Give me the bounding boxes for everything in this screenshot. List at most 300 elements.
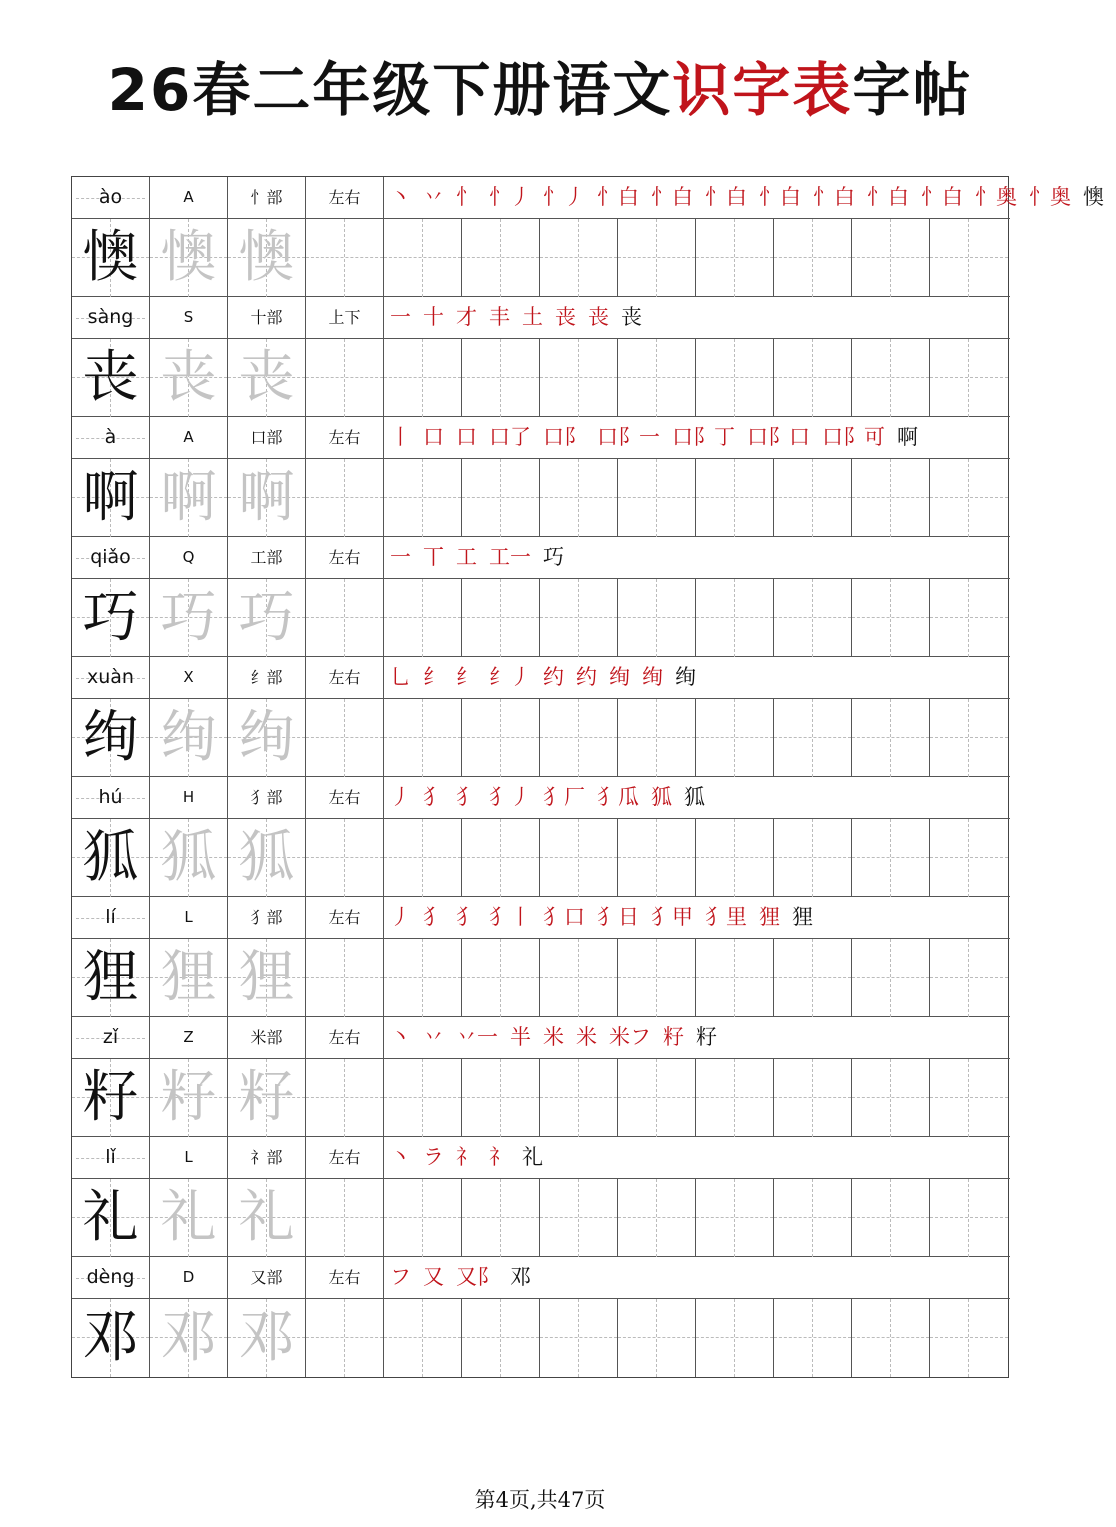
practice-box — [384, 1059, 462, 1137]
info-row — [72, 1257, 1010, 1299]
character-box — [228, 579, 306, 657]
page-number: 第4页,共47页 — [474, 1488, 606, 1512]
stroke-step: 狸 — [792, 905, 813, 929]
practice-box — [384, 819, 462, 897]
practice-box — [774, 939, 852, 1017]
practice-box — [696, 1299, 774, 1377]
trace-character: 狸 — [160, 945, 217, 1010]
stroke-step: 一 — [390, 545, 411, 569]
practice-box — [852, 1179, 930, 1257]
practice-box — [384, 219, 462, 297]
practice-box — [306, 219, 384, 297]
trace-character: 啊 — [238, 465, 295, 530]
character-box — [72, 339, 150, 417]
character-box — [72, 1299, 150, 1377]
character-box — [72, 219, 150, 297]
info-row — [72, 657, 1010, 699]
info-row — [72, 417, 1010, 459]
practice-row — [72, 699, 1010, 777]
structure-cell — [306, 897, 384, 938]
practice-box — [774, 219, 852, 297]
stroke-step: 丶 — [390, 1145, 411, 1169]
trace-character: 狐 — [238, 825, 295, 890]
practice-box — [306, 1059, 384, 1137]
practice-box — [696, 459, 774, 537]
model-character: 狐 — [82, 825, 139, 890]
practice-box — [540, 939, 618, 1017]
trace-character: 巧 — [160, 585, 217, 650]
stroke-step: 约 — [543, 665, 564, 689]
practice-box — [774, 1179, 852, 1257]
stroke-step: 犭丿 — [489, 785, 531, 809]
character-box — [72, 579, 150, 657]
practice-box — [930, 1299, 1008, 1377]
practice-box — [384, 1299, 462, 1377]
stroke-step: 忄奥 — [1029, 185, 1071, 209]
stroke-step: 米フ — [609, 1025, 651, 1049]
stroke-step: 口 — [423, 425, 444, 449]
initial-letter-cell-text: L — [184, 1148, 193, 1166]
trace-character: 狐 — [160, 825, 217, 890]
initial-letter-cell — [150, 537, 228, 578]
practice-box — [306, 1179, 384, 1257]
practice-row — [72, 1179, 1010, 1257]
stroke-step: 忄 — [456, 185, 477, 209]
stroke-step: 狸 — [759, 905, 780, 929]
stroke-step: 丷 — [423, 1025, 444, 1049]
character-box — [228, 699, 306, 777]
stroke-step: 土 — [522, 305, 543, 329]
practice-box — [696, 699, 774, 777]
stroke-step: 绚 — [609, 665, 630, 689]
stroke-step: 丷 — [423, 185, 444, 209]
stroke-step: 犭 — [423, 905, 444, 929]
practice-box — [462, 219, 540, 297]
info-row — [72, 537, 1010, 579]
radical-cell — [228, 1137, 306, 1178]
practice-box — [774, 1299, 852, 1377]
stroke-step: 乚 — [390, 665, 411, 689]
stroke-step: 狐 — [684, 785, 705, 809]
stroke-step: 又阝 — [456, 1265, 498, 1289]
practice-box — [462, 1299, 540, 1377]
structure-cell-text: 左右 — [328, 668, 361, 687]
stroke-step: 礻 — [489, 1145, 510, 1169]
structure-cell-text: 左右 — [328, 788, 361, 807]
pinyin-cell-text: qiǎo — [90, 546, 131, 568]
practice-row — [72, 579, 1010, 657]
structure-cell-text: 左右 — [328, 908, 361, 927]
practice-box — [618, 819, 696, 897]
stroke-step: 犭瓜 — [597, 785, 639, 809]
radical-cell-text: 口部 — [250, 428, 283, 447]
practice-box — [852, 219, 930, 297]
practice-box — [540, 819, 618, 897]
character-box — [228, 459, 306, 537]
stroke-step: 丧 — [555, 305, 576, 329]
stroke-step: 丰 — [489, 305, 510, 329]
initial-letter-cell-text: A — [183, 428, 194, 446]
trace-character: 丧 — [160, 345, 217, 410]
pinyin-cell — [72, 1257, 150, 1298]
practice-box — [306, 939, 384, 1017]
pinyin-cell — [72, 897, 150, 938]
structure-cell — [306, 1257, 384, 1298]
trace-character: 籽 — [238, 1065, 295, 1130]
practice-box — [462, 819, 540, 897]
practice-box — [696, 819, 774, 897]
radical-cell-text: 犭部 — [250, 788, 283, 807]
practice-box — [540, 699, 618, 777]
practice-box — [852, 939, 930, 1017]
stroke-step: 米 — [576, 1025, 597, 1049]
structure-cell-text: 左右 — [328, 1268, 361, 1287]
stroke-step: 忄白 — [597, 185, 639, 209]
stroke-step: 犭里 — [705, 905, 747, 929]
info-row — [72, 897, 1010, 939]
stroke-step: 犭口 — [543, 905, 585, 929]
structure-cell-text: 左右 — [328, 548, 361, 567]
stroke-step: 邓 — [510, 1265, 531, 1289]
practice-box — [852, 1059, 930, 1137]
practice-row — [72, 939, 1010, 1017]
structure-cell — [306, 417, 384, 458]
practice-box — [540, 1059, 618, 1137]
initial-letter-cell-text: Z — [183, 1028, 194, 1046]
stroke-step: 口阝口 — [747, 425, 810, 449]
initial-letter-cell-text: D — [182, 1268, 195, 1286]
practice-box — [540, 339, 618, 417]
model-character: 礼 — [82, 1185, 139, 1250]
stroke-order — [390, 417, 930, 458]
initial-letter-cell — [150, 1017, 228, 1058]
pinyin-cell — [72, 1017, 150, 1058]
stroke-step: 犭 — [423, 785, 444, 809]
structure-cell-text: 左右 — [328, 428, 361, 447]
character-box — [150, 579, 228, 657]
model-character: 懊 — [82, 225, 139, 290]
practice-box — [618, 459, 696, 537]
practice-box — [774, 339, 852, 417]
practice-box — [306, 1299, 384, 1377]
stroke-step: 忄白 — [867, 185, 909, 209]
stroke-step: 犭 — [456, 905, 477, 929]
character-box — [150, 1179, 228, 1257]
character-box — [150, 939, 228, 1017]
trace-character: 礼 — [238, 1185, 295, 1250]
radical-cell — [228, 177, 306, 218]
pinyin-cell-text: dèng — [86, 1266, 135, 1288]
pinyin-cell-text: lǐ — [105, 1146, 116, 1168]
stroke-step: 丨 — [390, 425, 411, 449]
practice-box — [540, 219, 618, 297]
stroke-step: 犭日 — [597, 905, 639, 929]
practice-box — [696, 579, 774, 657]
pinyin-cell — [72, 777, 150, 818]
practice-box — [618, 579, 696, 657]
stroke-order — [390, 1137, 555, 1178]
model-character: 邓 — [82, 1305, 139, 1370]
stroke-step: 纟 — [423, 665, 444, 689]
character-box — [228, 1179, 306, 1257]
pinyin-cell — [72, 177, 150, 218]
stroke-step: 绚 — [642, 665, 663, 689]
structure-cell — [306, 777, 384, 818]
character-box — [228, 1299, 306, 1377]
practice-box — [930, 939, 1008, 1017]
practice-box — [852, 339, 930, 417]
practice-box — [384, 579, 462, 657]
page-title — [0, 48, 1080, 132]
character-box — [150, 699, 228, 777]
practice-box — [384, 699, 462, 777]
practice-box — [774, 699, 852, 777]
practice-box — [462, 1179, 540, 1257]
initial-letter-cell-text: L — [184, 908, 193, 926]
trace-character: 懊 — [238, 225, 295, 290]
title-suffix: 字帖 — [852, 56, 973, 124]
stroke-step: フ — [390, 1265, 411, 1289]
practice-row — [72, 1299, 1010, 1377]
character-box — [150, 1299, 228, 1377]
practice-box — [462, 939, 540, 1017]
info-row — [72, 297, 1010, 339]
structure-cell — [306, 657, 384, 698]
practice-box — [696, 339, 774, 417]
practice-box — [618, 219, 696, 297]
structure-cell — [306, 297, 384, 338]
practice-box — [384, 339, 462, 417]
practice-box — [852, 459, 930, 537]
structure-cell — [306, 1017, 384, 1058]
info-row — [72, 777, 1010, 819]
trace-character: 巧 — [238, 585, 295, 650]
stroke-step: 礻 — [456, 1145, 477, 1169]
practice-box — [384, 1179, 462, 1257]
stroke-step: 工一 — [489, 545, 531, 569]
structure-cell — [306, 537, 384, 578]
radical-cell-text: 工部 — [250, 548, 283, 567]
stroke-step: 才 — [456, 305, 477, 329]
character-box — [72, 1059, 150, 1137]
practice-box — [852, 819, 930, 897]
initial-letter-cell — [150, 1257, 228, 1298]
practice-box — [384, 939, 462, 1017]
practice-box — [696, 219, 774, 297]
initial-letter-cell-text: A — [183, 188, 194, 206]
practice-box — [696, 939, 774, 1017]
radical-cell — [228, 777, 306, 818]
practice-box — [696, 1059, 774, 1137]
character-box — [150, 459, 228, 537]
stroke-step: 半 — [510, 1025, 531, 1049]
structure-cell — [306, 177, 384, 218]
initial-letter-cell — [150, 297, 228, 338]
trace-character: 籽 — [160, 1065, 217, 1130]
info-row — [72, 177, 1104, 219]
stroke-step: 犭 — [456, 785, 477, 809]
character-box — [228, 219, 306, 297]
practice-box — [930, 339, 1008, 417]
stroke-step: 忄白 — [813, 185, 855, 209]
radical-cell-text: 忄部 — [250, 188, 283, 207]
pinyin-cell — [72, 297, 150, 338]
practice-box — [930, 579, 1008, 657]
stroke-step: 懊 — [1083, 185, 1104, 209]
radical-cell — [228, 1257, 306, 1298]
info-row — [72, 1017, 1010, 1059]
radical-cell — [228, 417, 306, 458]
stroke-step: ラ — [423, 1145, 444, 1169]
stroke-step: 犭丨 — [489, 905, 531, 929]
stroke-step: 啊 — [897, 425, 918, 449]
trace-character: 邓 — [238, 1305, 295, 1370]
pinyin-cell — [72, 657, 150, 698]
title-highlight: 识字表 — [672, 56, 853, 124]
stroke-order — [390, 297, 654, 338]
model-character: 巧 — [82, 585, 139, 650]
trace-character: 啊 — [160, 465, 217, 530]
practice-box — [540, 1179, 618, 1257]
practice-box — [930, 1059, 1008, 1137]
practice-box — [852, 579, 930, 657]
practice-box — [852, 699, 930, 777]
stroke-step: 又 — [423, 1265, 444, 1289]
stroke-order — [390, 777, 717, 818]
stroke-step: 丶 — [390, 1025, 411, 1049]
model-character: 丧 — [82, 345, 139, 410]
practice-box — [774, 1059, 852, 1137]
radical-cell-text: 犭部 — [250, 908, 283, 927]
character-box — [228, 819, 306, 897]
stroke-step: 犭厂 — [543, 785, 585, 809]
practice-box — [540, 579, 618, 657]
stroke-order — [390, 177, 1116, 218]
initial-letter-cell — [150, 897, 228, 938]
practice-box — [462, 1059, 540, 1137]
initial-letter-cell — [150, 177, 228, 218]
practice-box — [462, 339, 540, 417]
practice-row — [72, 819, 1010, 897]
stroke-step: 米 — [543, 1025, 564, 1049]
character-box — [150, 819, 228, 897]
character-box — [228, 1059, 306, 1137]
pinyin-cell-text: ào — [98, 186, 123, 208]
initial-letter-cell — [150, 777, 228, 818]
practice-box — [618, 339, 696, 417]
stroke-step: 丿 — [390, 905, 411, 929]
stroke-order — [390, 657, 708, 698]
stroke-step: 忄奥 — [975, 185, 1017, 209]
stroke-step: 一 — [390, 305, 411, 329]
stroke-step: 纟丿 — [489, 665, 531, 689]
stroke-step: 口阝 — [543, 425, 585, 449]
practice-box — [930, 1179, 1008, 1257]
stroke-step: 口阝丁 — [672, 425, 735, 449]
character-box — [72, 459, 150, 537]
practice-box — [306, 579, 384, 657]
practice-box — [306, 699, 384, 777]
character-box — [72, 939, 150, 1017]
practice-box — [930, 699, 1008, 777]
practice-box — [306, 459, 384, 537]
stroke-step: 忄丿 — [489, 185, 531, 209]
character-box — [228, 339, 306, 417]
practice-box — [930, 819, 1008, 897]
practice-box — [774, 459, 852, 537]
stroke-step: 忄白 — [759, 185, 801, 209]
stroke-step: 犭甲 — [651, 905, 693, 929]
structure-cell-text: 左右 — [328, 1028, 361, 1047]
stroke-step: 巧 — [543, 545, 564, 569]
stroke-step: 约 — [576, 665, 597, 689]
pinyin-cell-text: sàng — [87, 306, 134, 328]
stroke-order — [390, 897, 825, 938]
practice-row — [72, 1059, 1010, 1137]
structure-cell-text: 左右 — [328, 188, 361, 207]
model-character: 籽 — [82, 1065, 139, 1130]
pinyin-cell-text: xuàn — [87, 666, 134, 688]
radical-cell-text: 纟部 — [250, 668, 283, 687]
stroke-order — [390, 1257, 543, 1298]
character-box — [72, 699, 150, 777]
practice-box — [306, 339, 384, 417]
practice-box — [384, 459, 462, 537]
stroke-step: 丶 — [390, 185, 411, 209]
structure-cell — [306, 1137, 384, 1178]
stroke-step: 十 — [423, 305, 444, 329]
practice-box — [618, 939, 696, 1017]
stroke-step: 丧 — [621, 305, 642, 329]
character-box — [228, 939, 306, 1017]
initial-letter-cell — [150, 417, 228, 458]
initial-letter-cell — [150, 1137, 228, 1178]
practice-box — [930, 459, 1008, 537]
radical-cell — [228, 657, 306, 698]
stroke-step: 礼 — [522, 1145, 543, 1169]
stroke-step: 口了 — [489, 425, 531, 449]
practice-box — [618, 1059, 696, 1137]
trace-character: 狸 — [238, 945, 295, 1010]
practice-box — [462, 699, 540, 777]
practice-box — [306, 819, 384, 897]
model-character: 狸 — [82, 945, 139, 1010]
trace-character: 绚 — [238, 705, 295, 770]
practice-box — [930, 219, 1008, 297]
stroke-order — [390, 1017, 729, 1058]
character-box — [72, 1179, 150, 1257]
practice-box — [774, 579, 852, 657]
model-character: 啊 — [82, 465, 139, 530]
practice-box — [618, 699, 696, 777]
radical-cell-text: 礻部 — [250, 1148, 283, 1167]
trace-character: 丧 — [238, 345, 295, 410]
stroke-order — [390, 537, 576, 578]
practice-box — [540, 459, 618, 537]
character-box — [150, 339, 228, 417]
practice-box — [696, 1179, 774, 1257]
stroke-step: 口阝一 — [597, 425, 660, 449]
radical-cell-text: 米部 — [250, 1028, 283, 1047]
stroke-step: 丅 — [423, 545, 444, 569]
pinyin-cell-text: lí — [105, 906, 116, 928]
pinyin-cell — [72, 417, 150, 458]
pinyin-cell-text: hú — [98, 786, 123, 808]
radical-cell-text: 十部 — [250, 308, 283, 327]
stroke-step: 绚 — [675, 665, 696, 689]
copybook-sheet — [71, 176, 1104, 1378]
character-box — [72, 819, 150, 897]
